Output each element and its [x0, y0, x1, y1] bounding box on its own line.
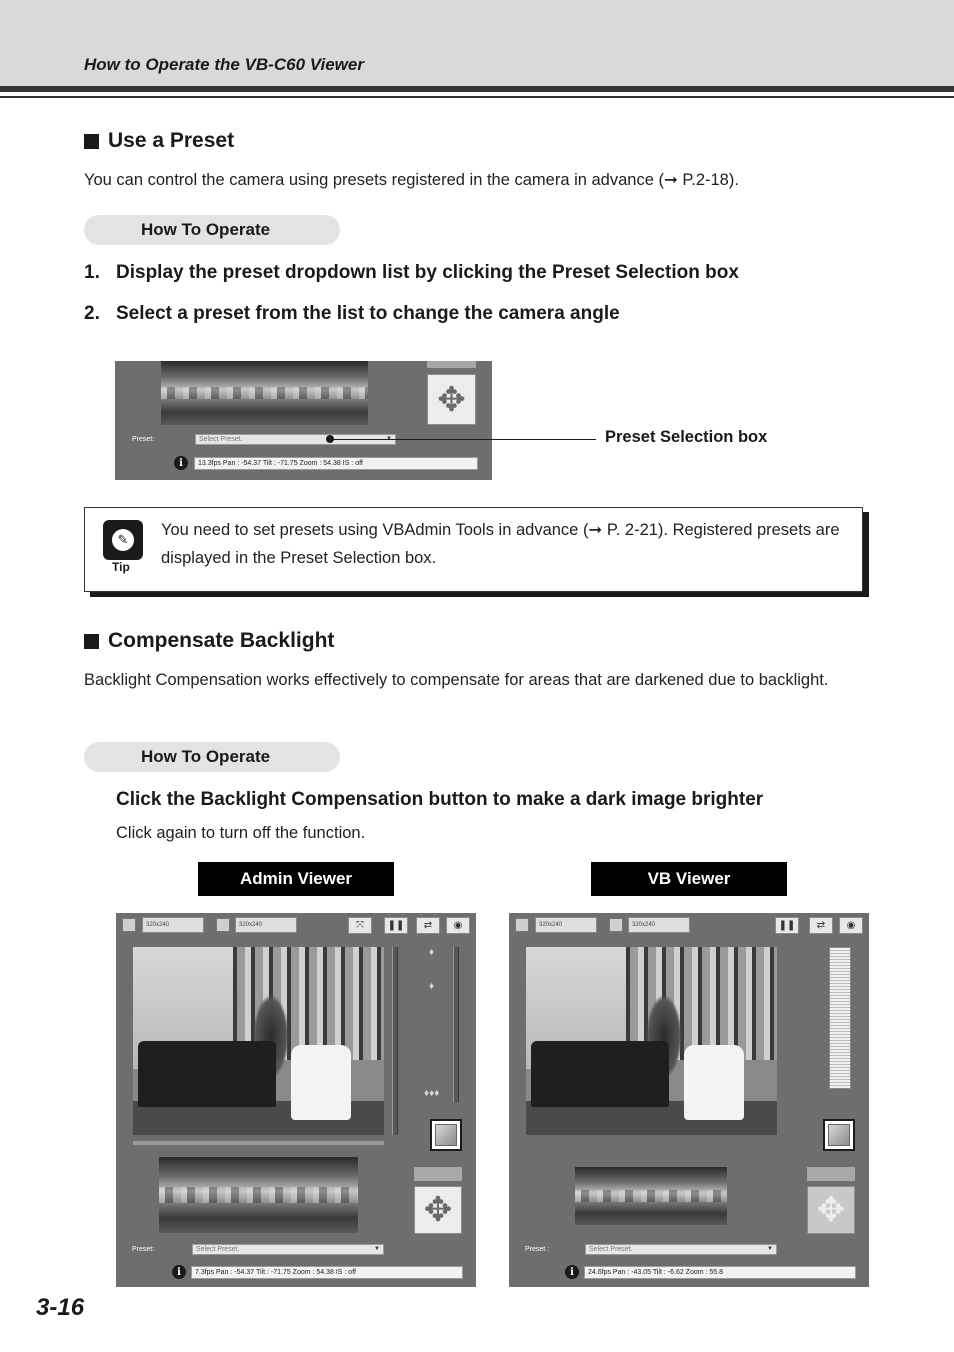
preset-step-2	[84, 303, 620, 325]
four-way-arrow-icon[interactable]: ✥	[414, 1186, 462, 1234]
panel-tab	[807, 1167, 855, 1181]
page-number: 3-16	[36, 1294, 85, 1321]
header-title: How to Operate the VB-C60 Viewer	[84, 55, 364, 74]
status-bar: 24.6fps Pan : -43.05 Tilt : -6.62 Zoom : 55.8	[584, 1266, 856, 1279]
tip-label: Tip	[112, 560, 130, 574]
preset-selection-box[interactable]	[585, 1244, 777, 1255]
step-text: Display the preset dropdown list by clicking the Preset Selection box	[116, 262, 739, 283]
zoom-slider[interactable]	[829, 947, 851, 1089]
speaker-icon[interactable]: ◉	[839, 917, 863, 934]
backlight-intro: Backlight Compensation works effectively to compensate for areas that are darkened due to backlight.	[84, 671, 829, 689]
four-way-arrow-icon[interactable]: ✥	[807, 1186, 855, 1234]
tip-box	[84, 507, 863, 592]
header-rule-thin	[0, 96, 954, 98]
info-icon[interactable]: i	[565, 1265, 579, 1279]
preset-selection-value: Select Preset.	[199, 436, 243, 443]
backlight-section-title-text: Compensate Backlight	[108, 629, 335, 652]
admin-viewer-label: Admin Viewer	[198, 862, 394, 896]
chevron-down-icon: ▼	[374, 1246, 380, 1252]
display-icon[interactable]	[609, 918, 623, 932]
preset-label: Preset:	[132, 1246, 155, 1253]
preset-selection-callout: Preset Selection box	[605, 428, 768, 446]
panorama-image[interactable]	[575, 1167, 727, 1225]
zoom-tele-icon: ♦	[429, 947, 435, 958]
preset-selection-box[interactable]	[192, 1244, 384, 1255]
video-size-select[interactable]	[142, 917, 204, 933]
preset-screenshot	[115, 361, 492, 480]
viewer-toolbar	[513, 917, 865, 935]
video-size-value: 320x240	[539, 922, 563, 928]
square-bullet-icon	[84, 634, 99, 649]
vb-viewer-label: VB Viewer	[591, 862, 787, 896]
lightbulb-icon: ✎	[103, 520, 143, 560]
panel-tab	[427, 361, 476, 368]
step-number: 2.	[84, 303, 100, 324]
preset-section-title	[84, 129, 234, 153]
panorama-image[interactable]	[161, 361, 368, 425]
camera-video[interactable]	[526, 947, 777, 1135]
backlight-icon[interactable]	[430, 1119, 462, 1151]
grid-icon[interactable]	[122, 918, 136, 932]
preset-step-1	[84, 262, 739, 284]
preset-how-to-pill: How To Operate	[84, 215, 340, 245]
preset-label: Preset:	[132, 436, 155, 443]
backlight-note: Click again to turn off the function.	[116, 824, 366, 842]
preset-selection-value: Select Preset.	[196, 1246, 240, 1253]
zoom-all-icon: ♦♦♦	[424, 1088, 440, 1099]
fullscreen-icon[interactable]: ⤧	[348, 917, 372, 934]
square-bullet-icon	[84, 134, 99, 149]
chevron-down-icon: ▼	[767, 1246, 773, 1252]
step-number: 1.	[84, 262, 100, 283]
display-size-value: 320x240	[239, 922, 263, 928]
backlight-section-title	[84, 629, 334, 653]
preset-intro: You can control the camera using presets registered in the camera in advance (➞ P.2-18).	[84, 171, 739, 189]
swap-arrows-icon[interactable]: ⇄	[809, 917, 833, 934]
status-bar: 13.3fps Pan : -54.37 Tilt : -71.75 Zoom : 54.38 IS : off	[194, 457, 478, 470]
backlight-how-to-pill: How To Operate	[84, 742, 340, 772]
video-size-select[interactable]	[535, 917, 597, 933]
pause-icon[interactable]: ❚❚	[775, 917, 799, 934]
backlight-icon[interactable]	[823, 1119, 855, 1151]
grid-icon[interactable]	[515, 918, 529, 932]
vb-viewer-screenshot	[509, 913, 869, 1287]
zoom-slider[interactable]	[453, 947, 459, 1102]
video-size-value: 320x240	[146, 922, 170, 928]
panorama-image[interactable]	[159, 1157, 358, 1233]
header-rule-thick	[0, 86, 954, 92]
preset-section-title-text: Use a Preset	[108, 129, 235, 152]
status-bar: 7.3fps Pan : -54.37 Tilt : -71.75 Zoom : 54.38 IS : off	[191, 1266, 463, 1279]
preset-label: Preset :	[525, 1246, 550, 1253]
admin-viewer-screenshot	[116, 913, 476, 1287]
zoom-wide-icon: ♦	[429, 981, 435, 992]
backlight-instruction: Click the Backlight Compensation button to make a dark image brighter	[116, 789, 764, 810]
display-size-select[interactable]	[235, 917, 297, 933]
four-way-arrow-icon[interactable]: ✥	[427, 374, 476, 425]
callout-line	[330, 439, 596, 440]
display-icon[interactable]	[216, 918, 230, 932]
speaker-icon[interactable]: ◉	[446, 917, 470, 934]
preset-selection-value: Select Preset.	[589, 1246, 633, 1253]
panel-tab	[414, 1167, 462, 1181]
pause-icon[interactable]: ❚❚	[384, 917, 408, 934]
swap-arrows-icon[interactable]: ⇄	[416, 917, 440, 934]
display-size-value: 320x240	[632, 922, 656, 928]
camera-video[interactable]	[133, 947, 384, 1135]
tip-text: You need to set presets using VBAdmin Tools in advance (➞ P. 2-21). Registered presets are displayed in the Preset Selection box.	[161, 521, 840, 567]
viewer-toolbar	[120, 917, 472, 935]
tilt-slider[interactable]	[392, 947, 398, 1135]
step-text: Select a preset from the list to change the camera angle	[116, 303, 620, 324]
info-icon[interactable]: i	[172, 1265, 186, 1279]
pan-slider[interactable]	[133, 1141, 384, 1145]
display-size-select[interactable]	[628, 917, 690, 933]
info-icon[interactable]: i	[174, 456, 188, 470]
